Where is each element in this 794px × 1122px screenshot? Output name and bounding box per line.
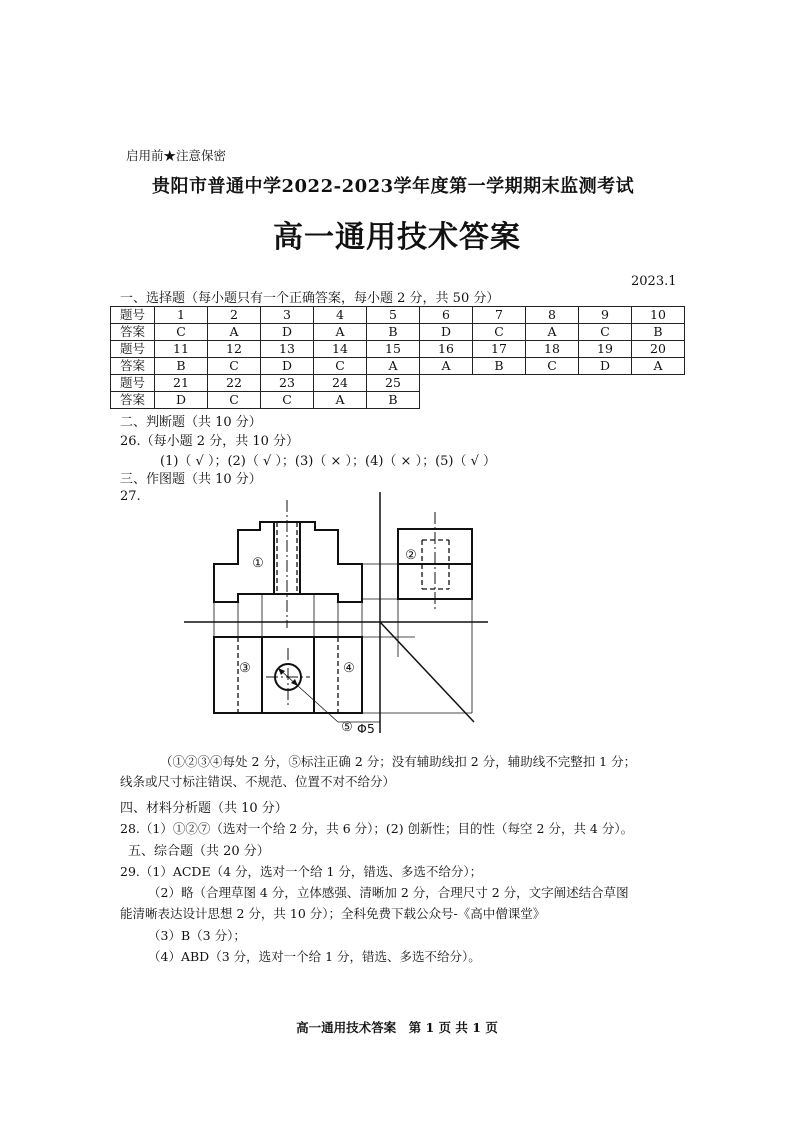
answer-cell: A [632,358,685,375]
answer-cell: D [261,358,314,375]
answer-cell: C [208,358,261,375]
answer-cell: B [367,392,420,409]
q29-part4: （4）ABD（3 分，选对一个给 1 分，错选、多选不给分）。 [148,949,481,964]
answer-header: 答案 [111,392,155,409]
question-number-cell: 8 [526,307,579,324]
answer-cell: C [473,324,526,341]
answer-cell: D [155,392,208,409]
answer-cell: A [314,392,367,409]
exam-title: 贵阳市普通中学2022-2023学年度第一学期期末监测考试 [152,176,635,197]
question-number-cell: 21 [155,375,208,392]
question-number-header: 题号 [111,307,155,324]
section4-title: 四、材料分析题（共 10 分） [120,801,288,816]
answer-cell: C [579,324,632,341]
section3-title: 三、作图题（共 10 分） [120,472,262,487]
answer-cell: C [526,358,579,375]
confidential-label: 启用前★注意保密 [126,148,227,163]
dimension-phi5: Φ5 [357,721,375,736]
section1-title: 一、选择题（每小题只有一个正确答案，每小题 2 分，共 50 分） [120,291,500,306]
answer-cell: D [261,324,314,341]
question-number-cell: 15 [367,341,420,358]
question-number-cell: 23 [261,375,314,392]
question-number-cell: 3 [261,307,314,324]
answer-header: 答案 [111,358,155,375]
answer-cell: D [579,358,632,375]
answer-cell: D [420,324,473,341]
question-number-cell: 2 [208,307,261,324]
question-number-cell: 25 [367,375,420,392]
question-number-cell: 11 [155,341,208,358]
question-number-cell: 12 [208,341,261,358]
answer-cell: B [155,358,208,375]
question-number-cell: 17 [473,341,526,358]
q29-part1: 29.（1）ACDE（4 分，选对一个给 1 分，错选、多选不给分）； [120,864,483,879]
question-number-cell: 1 [155,307,208,324]
question-number-cell: 10 [632,307,685,324]
question-number-cell: 18 [526,341,579,358]
question-number-header: 题号 [111,375,155,392]
q26-answers: (1)（ √ ）；(2)（ √ ）；(3)（ × ）；(4)（ × ）；(5)（ √ ） [160,454,497,469]
question-number-cell: 7 [473,307,526,324]
drawing-label-3: ③ [239,661,251,676]
section5-title: 五、综合题（共 20 分） [128,844,270,859]
question-number-header: 题号 [111,341,155,358]
answer-cell: B [367,324,420,341]
drawing-label-2: ② [405,548,417,563]
answer-header: 答案 [111,324,155,341]
drawing-label-5: ⑤ [341,720,353,735]
drawing-label-1: ① [252,556,264,571]
section2-title: 二、判断题（共 10 分） [120,415,262,430]
answer-cell: C [314,358,367,375]
question-number-cell: 4 [314,307,367,324]
question-number-cell: 24 [314,375,367,392]
question-number-cell: 9 [579,307,632,324]
answer-cell: B [473,358,526,375]
q27-grading-note-line1: （①②③④每处 2 分，⑤标注正确 2 分；没有辅助线扣 2 分，辅助线不完整扣 1 分； [160,754,637,769]
answer-cell: C [155,324,208,341]
question-number-cell: 16 [420,341,473,358]
question-number-cell: 5 [367,307,420,324]
answer-cell: B [632,324,685,341]
document-title: 高一通用技术答案 [273,220,521,255]
question-number-cell: 22 [208,375,261,392]
q29-part3: （3）B（3 分）； [148,928,246,943]
page-footer: 高一通用技术答案 第 1 页 共 1 页 [296,1020,498,1035]
question-number-cell: 20 [632,341,685,358]
question-number-cell: 6 [420,307,473,324]
q29-part2-line1: （2）略（合理草图 4 分，立体感强、清晰加 2 分，合理尺寸 2 分，文字阐述结合草图 [148,885,629,900]
answer-cell: A [526,324,579,341]
q27-label: 27. [120,489,141,504]
answer-cell: A [314,324,367,341]
answer-cell: A [208,324,261,341]
answer-cell: A [367,358,420,375]
drawing-label-4: ④ [343,661,355,676]
question-number-cell: 19 [579,341,632,358]
question-number-cell: 14 [314,341,367,358]
answer-cell: A [420,358,473,375]
question-number-cell: 13 [261,341,314,358]
q28-answer: 28.（1）①②⑦（选对一个给 2 分，共 6 分）；(2) 创新性；目的性（每空 2 分，共 4 分）。 [120,821,634,836]
q26-label: 26.（每小题 2 分，共 10 分） [120,434,300,449]
date-label: 2023.1 [631,274,677,289]
q27-grading-note-line2: 线条或尺寸标注错误、不规范、位置不对不给分） [120,774,396,789]
answer-cell: C [208,392,261,409]
q29-part2-line2: 能清晰表达设计思想 2 分，共 10 分）；全科免费下载公众号-《高中僧课堂》 [120,906,546,921]
answer-cell: C [261,392,314,409]
